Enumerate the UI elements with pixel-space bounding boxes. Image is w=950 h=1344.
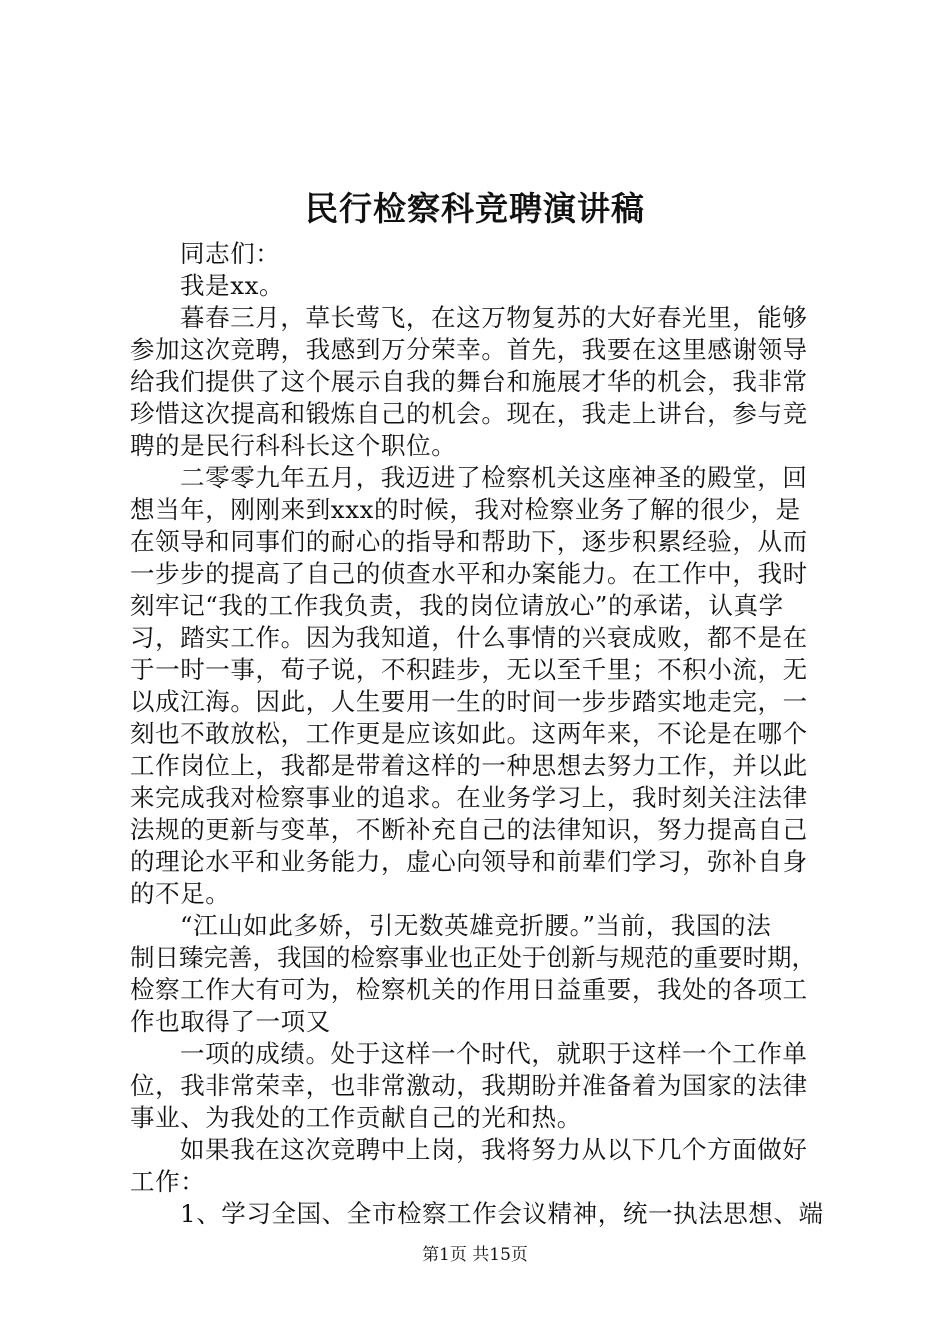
body-line: 以成江海。因此，人生要用一生的时间一步步踏实地走完，一 <box>130 687 808 716</box>
body-line: 我是xx。 <box>180 271 285 300</box>
body-line: 想当年，刚刚来到xxx的时候，我对检察业务了解的很少，是 <box>130 495 801 524</box>
body-line: 在领导和同事们的耐心的指导和帮助下，逐步积累经验，从而 <box>130 527 808 556</box>
page-number: 第1页 共15页 <box>422 1245 528 1265</box>
body-line: 一项的成绩。处于这样一个时代，就职于这样一个工作单 <box>180 1039 808 1068</box>
body-line: 暮春三月，草长莺飞，在这万物复苏的大好春光里，能够 <box>180 303 808 332</box>
body-line: 工作： <box>130 1167 206 1196</box>
body-line: 如果我在这次竞聘中上岗，我将努力从以下几个方面做好 <box>180 1135 808 1164</box>
body-line: 珍惜这次提高和锻炼自己的机会。现在，我走上讲台，参与竞 <box>130 399 808 428</box>
body-line: 于一时一事，荀子说，不积跬步，无以至千里；不积小流，无 <box>130 655 808 684</box>
body-line: 二零零九年五月，我迈进了检察机关这座神圣的殿堂，回 <box>180 463 808 492</box>
body-line: 法规的更新与变革，不断补充自己的法律知识，努力提高自己 <box>130 815 808 844</box>
body-line: 事业、为我处的工作贡献自己的光和热。 <box>130 1103 582 1132</box>
body-line: 刻牢记“我的工作我负责，我的岗位请放心”的承诺，认真学 <box>130 591 784 620</box>
body-line: 给我们提供了这个展示自我的舞台和施展才华的机会，我非常 <box>130 367 808 396</box>
body-line: 的不足。 <box>130 879 231 908</box>
body-line: 聘的是民行科科长这个职位。 <box>130 431 457 460</box>
body-line: 参加这次竞聘，我感到万分荣幸。首先，我要在这里感谢领导 <box>130 335 808 364</box>
body-line: 位，我非常荣幸，也非常激动，我期盼并准备着为国家的法律 <box>130 1071 808 1100</box>
body-line: 一步步的提高了自己的侦查水平和办案能力。在工作中，我时 <box>130 559 808 588</box>
document-title: 民行检察科竞聘演讲稿 <box>305 189 645 228</box>
body-line: 习，踏实工作。因为我知道，什么事情的兴衰成败，都不是在 <box>130 623 808 652</box>
body-line: 作也取得了一项又 <box>130 1007 331 1036</box>
body-line: 检察工作大有可为，检察机关的作用日益重要，我处的各项工 <box>130 975 808 1004</box>
body-line: 的理论水平和业务能力，虚心向领导和前辈们学习，弥补自身 <box>130 847 808 876</box>
body-line: “江山如此多娇，引无数英雄竞折腰。”当前，我国的法 <box>180 911 772 940</box>
body-line: 1、学习全国、全市检察工作会议精神，统一执法思想、端 <box>180 1199 824 1228</box>
body-line: 工作岗位上，我都是带着这样的一种思想去努力工作，并以此 <box>130 751 808 780</box>
body-line: 同志们： <box>180 239 281 268</box>
body-line: 制日臻完善，我国的检察事业也正处于创新与规范的重要时期， <box>130 943 816 972</box>
body-line: 来完成我对检察事业的追求。在业务学习上，我时刻关注法律 <box>130 783 808 812</box>
body-line: 刻也不敢放松，工作更是应该如此。这两年来，不论是在哪个 <box>130 719 808 748</box>
